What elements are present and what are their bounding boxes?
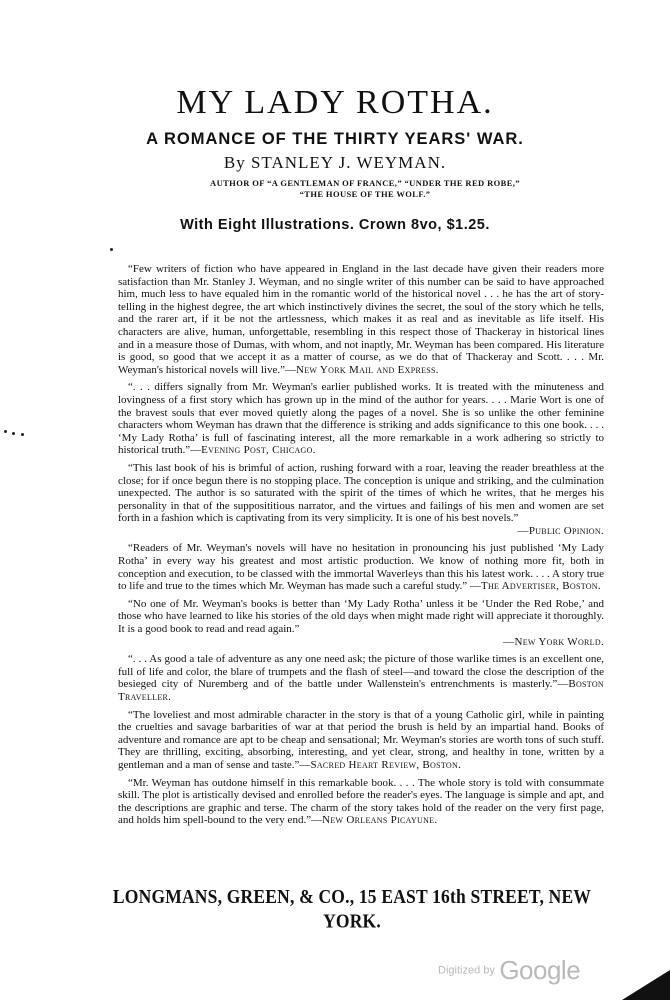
- review-quote: [118, 263, 604, 376]
- review-source: —Public Opinion.: [517, 524, 604, 537]
- review-text: “Readers of Mr. Weyman's novels will have no hesitation in pronouncing his just published ‘My Lady Rotha’ in every way his greatest and most artistic production. We know of nothing more fit, both in conception and execution, to be classed with the immortal Waverleys than this his latest work. . . . A story true to life and true to the times which Mr. Weyman has made such a careful study.” —: [118, 542, 604, 593]
- book-subtitle: A ROMANCE OF THE THIRTY YEARS' WAR.: [146, 130, 524, 148]
- review-quote: [118, 462, 604, 538]
- review-text: “The loveliest and most admirable character in the story is that of a young Catholic girl, while in painting the cruelties and savage barbarities of war at that period the brush is held by an impartial hand. Books of adventure and romance are apt to be cheap and sensational; Mr. Weyman's stories are worth tons of such stuff. They are thrilling, exciting, absorbing, interesting, and yet clear, strong, and healthy in tone, written by a gentleman and a man of sense and taste.”—: [118, 708, 604, 771]
- review-source: —New York World.: [503, 635, 604, 648]
- digitized-watermark: [438, 955, 580, 986]
- author-other-works: [180, 178, 550, 200]
- ink-speck-mark: [21, 433, 24, 436]
- author-other-works-line-1: AUTHOR OF “A GENTLEMAN OF FRANCE,” “UNDER THE RED ROBE,”: [210, 178, 520, 188]
- review-source: New York Mail and Express.: [295, 363, 439, 376]
- review-source: Boston Traveller.: [118, 678, 604, 703]
- author-byline: By STANLEY J. WEYMAN.: [223, 153, 447, 172]
- review-source: Evening Post, Chicago.: [201, 444, 316, 457]
- page-corner-shadow: [622, 970, 670, 1000]
- review-text: “Mr. Weyman has outdone himself in this remarkable book. . . . The whole story is told with consummate skill. The plot is artistically devised and enrolled before the reader's eyes. The language is simple and apt, and the descriptions are graphic and terse. The charm of the story takes hold of the reader on the very first page, and holds him spell-bound to the very end.”—: [118, 776, 604, 827]
- edition-details: With Eight Illustrations. Crown 8vo, $1.25.: [180, 217, 490, 233]
- watermark-prefix: Digitized by: [438, 964, 495, 977]
- ink-speck-mark: [4, 430, 7, 433]
- review-quote: [118, 653, 604, 703]
- review-quote: [118, 381, 604, 457]
- review-text: “. . . As good a tale of adventure as any one need ask; the picture of those warlike times is an excellent one, full of life and color, the blare of trumpets and the flash of steel—and toward the close the description of the besieged city of Nuremberg and of the battle under Wallenstein's entrenchments is masterly.”—: [118, 653, 604, 691]
- ink-speck-mark: [12, 432, 15, 435]
- review-quote: [118, 542, 604, 592]
- review-quote: [118, 709, 604, 772]
- review-source: New Orleans Picayune.: [322, 814, 438, 827]
- google-logo: Google: [499, 955, 581, 985]
- review-text: “Few writers of fiction who have appeared in England in the last decade have given their readers more satisfaction than Mr. Stanley J. Weyman, and no single writer of this number can be said to have approached him, much less to have equaled him in the romantic world of the historical novel . . . he has the art of story-telling in the highest degree, the art which instinctively divines the secret, the soul of the story which he tells, and the rarer art, if it be not the artlessness, which makes it as real and as inevitable as life itself. His characters are alive, human, unforgettable, resembling in this respect those of Thackeray in historical lines and in a measure those of Dumas, with whom, and not inaptly, Mr. Weyman has been compared. His literature is good, so good that we accept it as a matter of course, as we do that of Thackeray and Scott. . . . Mr. Weyman's historical novels will live.”—: [118, 263, 604, 376]
- review-text: “This last book of his is brimful of action, rushing forward with a roar, leaving the reader breathless at the close; for if once begun there is no stopping place. The conception is unique and striking, and the culmination unexpected. The author is so saturated with the spirit of the times of which he writes, that he merges his personality in that of the supposititious narrator, and the virtues and failings of his men and women are set forth in a fashion which is captivating from its very simplicity. It is one of his best novels.”: [118, 461, 604, 525]
- review-quote: [118, 598, 604, 648]
- press-reviews: [118, 263, 604, 832]
- book-title: MY LADY ROTHA.: [176, 84, 494, 121]
- review-source: The Advertiser, Boston.: [480, 580, 601, 593]
- author-other-works-line-2: “THE HOUSE OF THE WOLF.”: [299, 189, 431, 199]
- ink-speck-mark: [110, 248, 113, 251]
- review-text: “No one of Mr. Weyman's books is better than ‘My Lady Rotha’ unless it be ‘Under the Red Robe,’ and those who have learned to like his stories of the old days when might made right will appreciate it thoroughly. It is a good book to read and read again.”: [118, 597, 604, 636]
- publisher-imprint: LONGMANS, GREEN, & CO., 15 EAST 16th STREET, NEW YORK.: [112, 884, 592, 932]
- review-text: “. . . differs signally from Mr. Weyman's earlier published works. It is treated with the minuteness and lovingness of a first story which has grown up in the mind of the author for years. . . . Marie Wort is one of the bravest souls that ever moved quietly along the pages of a novel. She is so unlike the other feminine characters whom Weyman has drawn that the difference is striking and adds significance to this one book. . . . ‘My Lady Rotha’ is full of fascinating interest, all the more remarkable in a work adhering so strictly to historical truth.”—: [118, 381, 604, 457]
- review-quote: [118, 777, 604, 827]
- review-source: Sacred Heart Review, Boston.: [310, 758, 462, 771]
